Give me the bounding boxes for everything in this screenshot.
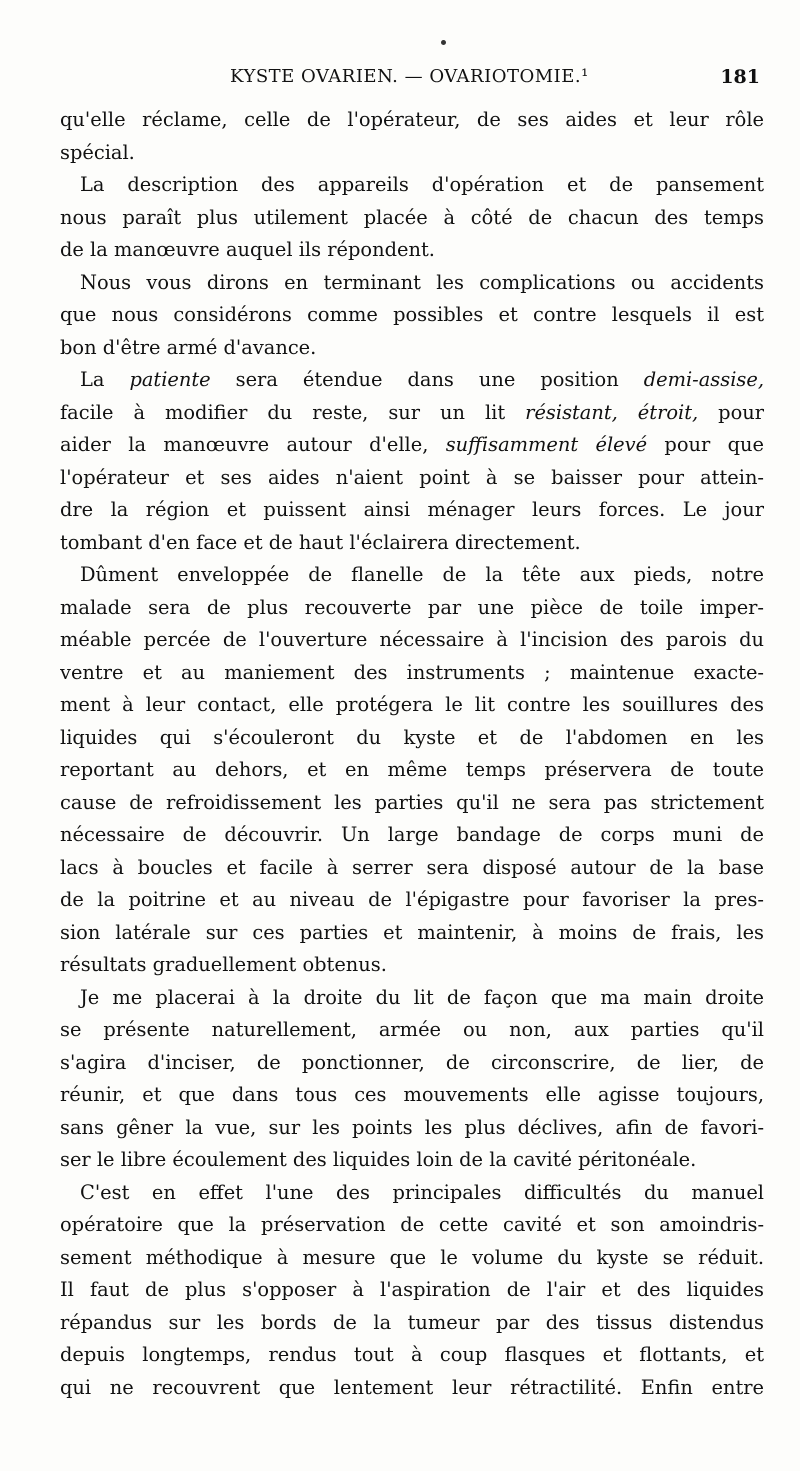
- text-run: nécessaire de découvrir. Un large bandage de corps muni de: [60, 823, 764, 846]
- text-run: résultats graduellement obtenus.: [60, 953, 387, 976]
- text-run: de la poitrine et au niveau de l'épigastre pour favoriser la pres-: [60, 888, 764, 911]
- text-run: lacs à boucles et facile à serrer sera disposé autour de la base: [60, 855, 764, 879]
- text-line: [60, 397, 764, 430]
- text-line: [60, 1079, 764, 1112]
- text-run: sion latérale sur ces parties et maintenir, à moins de frais, les: [60, 920, 764, 944]
- text-line: [60, 104, 764, 137]
- ink-speck: [441, 40, 446, 45]
- text-line: [60, 332, 764, 365]
- text-run: sans gêner la vue, sur les points les plus déclives, afin de favori-: [60, 1115, 764, 1139]
- text-line: [60, 1177, 764, 1210]
- text-line: [60, 624, 764, 657]
- text-run: sement méthodique à mesure que le volume du kyste se réduit.: [60, 1245, 764, 1269]
- text-run: s'agira d'inciser, de ponctionner, de circonscrire, de lier, de: [60, 1050, 764, 1074]
- text-run: ser le libre écoulement des liquides loin de la cavité péritonéale.: [60, 1148, 697, 1171]
- text-line: [60, 299, 764, 332]
- text-run: méable percée de l'ouverture nécessaire à l'incision des parois du: [60, 628, 764, 651]
- text-run: réunir, et que dans tous ces mouvements elle agisse toujours,: [60, 1083, 764, 1106]
- text-line: [60, 819, 764, 852]
- text-line: [60, 1339, 764, 1372]
- text-line: [60, 1047, 764, 1080]
- text-line: [60, 657, 764, 690]
- text-run: malade sera de plus recouverte par une pièce de toile imper-: [60, 595, 764, 619]
- text-line: [60, 1307, 764, 1340]
- text-run: opératoire que la préservation de cette cavité et son amoindris-: [60, 1213, 764, 1236]
- text-run: ment à leur contact, elle protégera le lit contre les souillures des: [60, 693, 764, 716]
- text-run: pour que: [647, 433, 764, 456]
- text-run: cause de refroidissement les parties qu'il ne sera pas strictement: [60, 790, 764, 814]
- text-run: Il faut de plus s'opposer à l'aspiration de l'air et des liquides: [60, 1278, 764, 1301]
- body-text: [60, 104, 764, 1404]
- text-run: aider la manœuvre autour d'elle,: [60, 433, 446, 456]
- text-run: La: [80, 368, 130, 391]
- text-line: [60, 722, 764, 755]
- text-run: de la manœuvre auquel ils répondent.: [60, 238, 435, 261]
- text-line: [60, 1209, 764, 1242]
- text-run: sera étendue dans une position: [210, 368, 644, 391]
- italic-text: suffisamment élevé: [445, 433, 648, 456]
- italic-text: patiente: [129, 368, 211, 391]
- text-run: nous paraît plus utilement placée à côté de chacun des temps: [60, 205, 764, 229]
- text-run: pour: [698, 400, 764, 424]
- text-line: [60, 949, 764, 982]
- text-line: [60, 169, 764, 202]
- running-head: KYSTE OVARIEN. — OVARIOTOMIE.¹: [230, 66, 589, 87]
- text-line: [60, 917, 764, 950]
- text-line: [60, 1112, 764, 1145]
- text-line: [60, 462, 764, 495]
- text-run: qu'elle réclame, celle de l'opérateur, de ses aides et leur rôle: [60, 108, 764, 131]
- text-run: liquides qui s'écouleront du kyste et de l'abdomen en les: [60, 725, 764, 749]
- text-line: [60, 787, 764, 820]
- text-line: [60, 592, 764, 625]
- text-run: ventre et au maniement des instruments ; maintenue exacte-: [60, 660, 764, 684]
- text-run: spécial.: [60, 140, 135, 164]
- text-line: [60, 754, 764, 787]
- text-line: [60, 884, 764, 917]
- text-run: que nous considérons comme possibles et contre lesquels il est: [60, 303, 764, 326]
- text-run: C'est en effet l'une des principales difficultés du manuel: [80, 1180, 764, 1204]
- text-line: [60, 1372, 764, 1405]
- text-run: depuis longtemps, rendus tout à coup flasques et flottants, et: [60, 1343, 764, 1366]
- text-run: se présente naturellement, armée ou non, aux parties qu'il: [60, 1018, 764, 1041]
- italic-text: demi-assise,: [643, 368, 764, 391]
- text-run: répandus sur les bords de la tumeur par des tissus distendus: [60, 1310, 764, 1334]
- text-line: [60, 1274, 764, 1307]
- text-line: [60, 852, 764, 885]
- text-run: Nous vous dirons en terminant les complications ou accidents: [80, 270, 764, 294]
- text-line: [60, 1242, 764, 1275]
- text-run: qui ne recouvrent que lentement leur rétractilité. Enfin entre: [60, 1375, 764, 1399]
- text-line: [60, 559, 764, 592]
- text-run: tombant d'en face et de haut l'éclairera directement.: [60, 530, 581, 554]
- page-number: 181: [720, 66, 760, 88]
- text-line: [60, 364, 764, 397]
- page-header: [60, 62, 760, 92]
- text-run: facile à modifier du reste, sur un lit: [60, 400, 526, 424]
- text-line: [60, 1144, 764, 1177]
- text-line: [60, 267, 764, 300]
- text-line: [60, 527, 764, 560]
- text-line: [60, 234, 764, 267]
- text-run: Dûment enveloppée de flanelle de la tête aux pieds, notre: [80, 563, 764, 586]
- text-line: [60, 689, 764, 722]
- text-run: bon d'être armé d'avance.: [60, 335, 317, 359]
- text-line: [60, 494, 764, 527]
- text-line: [60, 429, 764, 462]
- text-line: [60, 1014, 764, 1047]
- text-run: dre la région et puissent ainsi ménager leurs forces. Le jour: [60, 498, 764, 521]
- text-run: l'opérateur et ses aides n'aient point à se baisser pour attein-: [60, 465, 764, 489]
- text-line: [60, 982, 764, 1015]
- italic-text: résistant, étroit,: [525, 400, 699, 424]
- text-line: [60, 137, 764, 170]
- text-run: La description des appareils d'opération et de pansement: [80, 173, 764, 196]
- text-run: reportant au dehors, et en même temps préservera de toute: [60, 758, 764, 781]
- text-line: [60, 202, 764, 235]
- text-run: Je me placerai à la droite du lit de façon que ma main droite: [80, 985, 764, 1009]
